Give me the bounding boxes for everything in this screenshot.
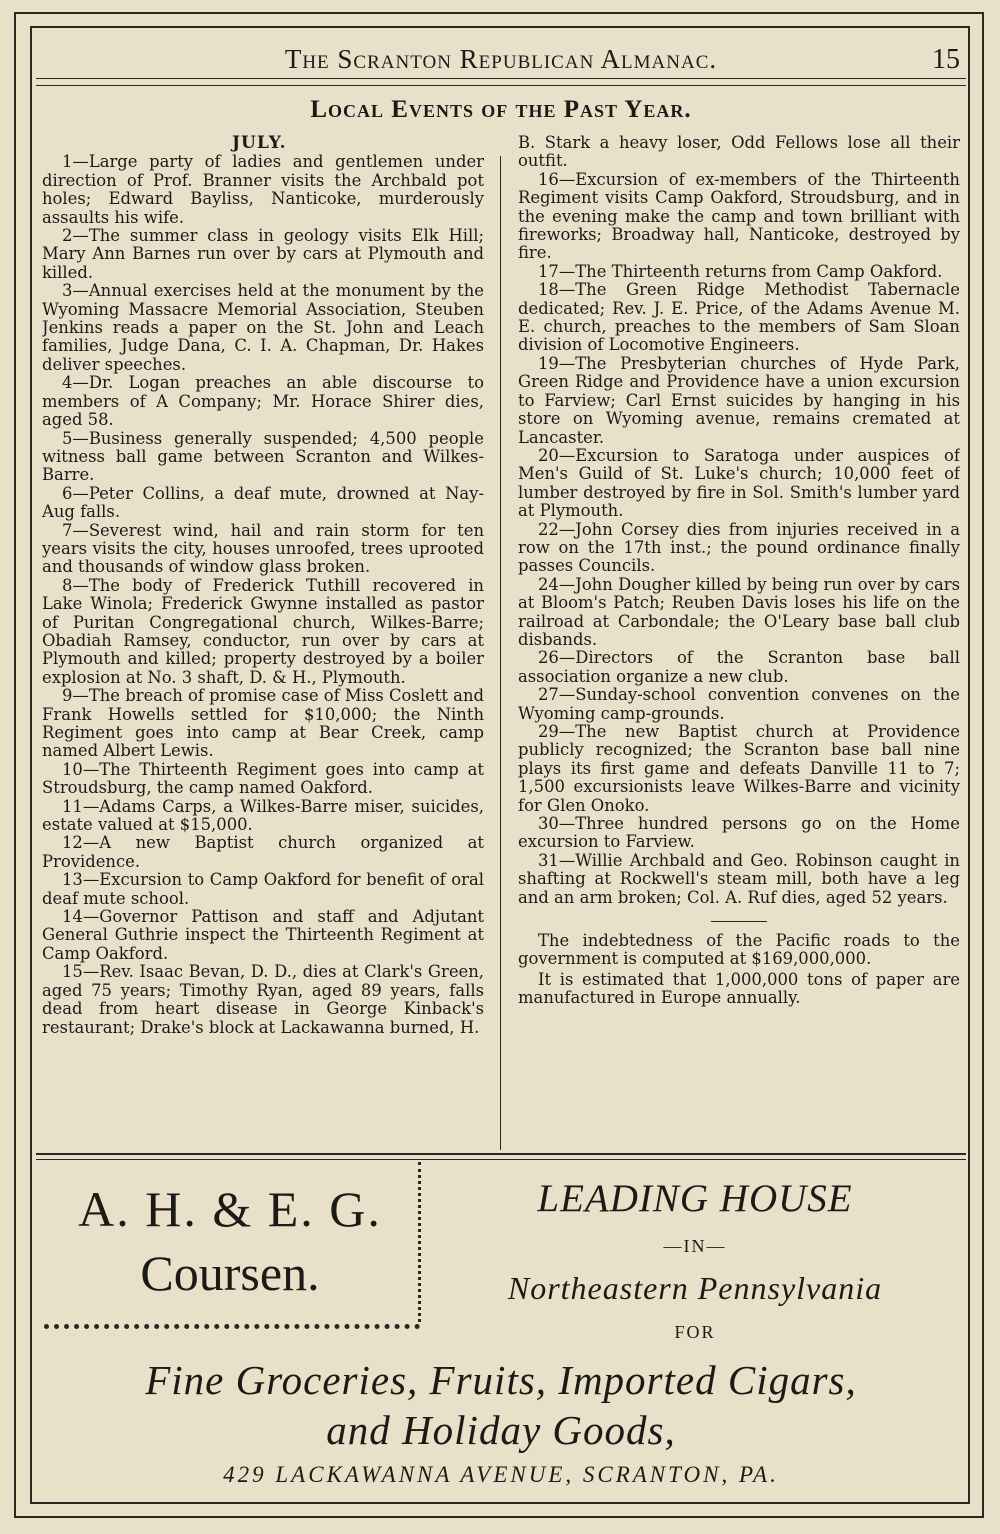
event-entry: 24—John Dougher killed by being run over by cars at Bloom's Patch; Reuben Davis loses his life on the railroad at Carbondale; the O'Leary base ball club disbands. xyxy=(518,574,960,649)
short-rule xyxy=(711,921,767,922)
event-entry: 12—A new Baptist church organized at Providence. xyxy=(42,833,484,871)
advertisement-region: Northeastern Pennsylvania xyxy=(507,1270,883,1306)
event-entry: 14—Governor Pattison and staff and Adjutant General Guthrie inspect the Thirteenth Regiment at Camp Oakford. xyxy=(42,907,484,963)
filler-note: The indebtedness of the Pacific roads to the government is computed at $169,000,000. xyxy=(518,931,960,969)
event-entry: 5—Business generally suspended; 4,500 people witness ball game between Scranton and Wilkes-Barre. xyxy=(42,428,484,485)
event-entry: 20—Excursion to Saratoga under auspices of Men's Guild of St. Luke's church; 10,000 feet of lumber destroyed by fire in Sol. Smith's lumber yard at Plymouth. xyxy=(518,445,960,521)
advertisement-rule xyxy=(36,1153,966,1160)
advertisement-goods-line-2: and Holiday Goods, xyxy=(326,1407,676,1453)
advertisement-dotted-rule xyxy=(44,1324,420,1329)
event-entry: 6—Peter Collins, a deaf mute, drowned at Nay-Aug falls. xyxy=(42,483,484,522)
event-entry: 3—Annual exercises held at the monument by the Wyoming Massacre Memorial Association, Steuben Jenkins reads a paper on the St. John and Leach families, Judge Dana, C. I. A. Chapman, Dr. Hakes deliver speeches. xyxy=(42,281,484,374)
running-title: The Scranton Republican Almanac. xyxy=(284,44,718,74)
left-column xyxy=(42,134,484,1152)
event-entry: 4—Dr. Logan preaches an able discourse to members of A Company; Mr. Horace Shirer dies, aged 58. xyxy=(42,373,484,430)
event-entry: 18—The Green Ridge Methodist Tabernacle dedicated; Rev. J. E. Price, of the Adams Avenue M. E. church, preaches to the members of Sam Sloan division of Locomotive Engineers. xyxy=(518,280,960,355)
page-number: 15 xyxy=(932,44,960,75)
event-entry: 2—The summer class in geology visits Elk Hill; Mary Ann Barnes run over by cars at Plymouth and killed. xyxy=(42,226,484,282)
event-entry: 9—The breach of promise case of Miss Coslett and Frank Howells settled for $10,000; the Ninth Regiment goes into camp at Bear Creek, camp named Albert Lewis. xyxy=(42,686,484,761)
event-entry: 15—Rev. Isaac Bevan, D. D., dies at Clark's Green, aged 75 years; Timothy Ryan, aged 89 years, falls dead from heart disease in George Kinback's restaurant; Drake's block at Lackawanna burned, H. xyxy=(42,962,484,1037)
advertisement-goods-line-1: Fine Groceries, Fruits, Imported Cigars, xyxy=(145,1357,857,1403)
advertisement-in: —IN— xyxy=(663,1236,727,1256)
running-header xyxy=(36,38,966,82)
event-entry: 27—Sunday-school convention convenes on the Wyoming camp-grounds. xyxy=(518,685,960,723)
advertiser-name-line-2: Coursen. xyxy=(140,1245,320,1301)
event-entry: 8—The body of Frederick Tuthill recovered in Lake Winola; Frederick Gwynne installed as pastor of Puritan Congregational church, Wilkes-Barre; Obadiah Ramsey, conductor, run over by cars at Plymouth and killed; property destroyed by a boiler explosion at No. 3 shaft, D. & H., Plymouth. xyxy=(42,575,484,687)
advertisement-for: FOR xyxy=(674,1322,716,1342)
event-entry: 13—Excursion to Camp Oakford for benefit of oral deaf mute school. xyxy=(42,870,484,908)
event-entry: 1—Large party of ladies and gentlemen under direction of Prof. Branner visits the Archbald pot holes; Edward Bayliss, Nanticoke, murderously assaults his wife. xyxy=(42,152,484,227)
event-entry: 7—Severest wind, hail and rain storm for ten years visits the city, houses unroofed, trees uprooted and thousands of window glass broken. xyxy=(42,520,484,577)
event-entry: 26—Directors of the Scranton base ball association organize a new club. xyxy=(518,648,960,686)
event-entry: 11—Adams Carps, a Wilkes-Barre miser, suicides, estate valued at $15,000. xyxy=(42,796,484,835)
event-entry: 29—The new Baptist church at Providence publicly recognized; the Scranton base ball nine plays its first game and defeats Danville 11 to 7; 1,500 excursionists leave Wilkes-Barre and vicinity for Glen Onoko. xyxy=(518,722,960,815)
event-entry-continuation: B. Stark a heavy loser, Odd Fellows lose all their outfit. xyxy=(518,134,960,171)
event-entry: 10—The Thirteenth Regiment goes into camp at Stroudsburg, the camp named Oakford. xyxy=(42,759,484,798)
advertiser-name-line-1: A. H. & E. G. xyxy=(78,1181,382,1237)
event-entry: 22—John Corsey dies from injuries received in a row on the 17th inst.; the pound ordinance finally passes Councils. xyxy=(518,519,960,576)
right-column xyxy=(518,134,960,1152)
advertisement-headline: LEADING HOUSE xyxy=(537,1177,853,1220)
section-title: Local Events of the Past Year. xyxy=(310,96,692,123)
header-rule xyxy=(36,78,966,86)
event-entry: 31—Willie Archbald and Geo. Robinson caught in shafting at Rockwell's steam mill, both have a leg and an arm broken; Col. A. Ruf dies, aged 52 years. xyxy=(518,850,960,907)
event-entry: 16—Excursion of ex-members of the Thirteenth Regiment visits Camp Oakford, Stroudsburg, and in the evening make the camp and town brilliant with fireworks; Broadway hall, Nanticoke, destroyed by fire. xyxy=(518,169,960,263)
event-entry: 17—The Thirteenth returns from Camp Oakford. xyxy=(538,261,943,281)
column-divider xyxy=(500,156,501,1150)
month-heading: JULY. xyxy=(232,134,287,153)
event-entry: 30—Three hundred persons go on the Home excursion to Farview. xyxy=(518,814,960,852)
event-entry: 19—The Presbyterian churches of Hyde Park, Green Ridge and Providence have a union excursion to Farview; Carl Ernst suicides by hanging in his store on Wyoming avenue, remains cremated at Lancaster. xyxy=(518,353,960,447)
filler-note: It is estimated that 1,000,000 tons of paper are manufactured in Europe annually. xyxy=(518,969,960,1008)
advertisement-address: 429 LACKAWANNA AVENUE, SCRANTON, PA. xyxy=(223,1462,779,1487)
